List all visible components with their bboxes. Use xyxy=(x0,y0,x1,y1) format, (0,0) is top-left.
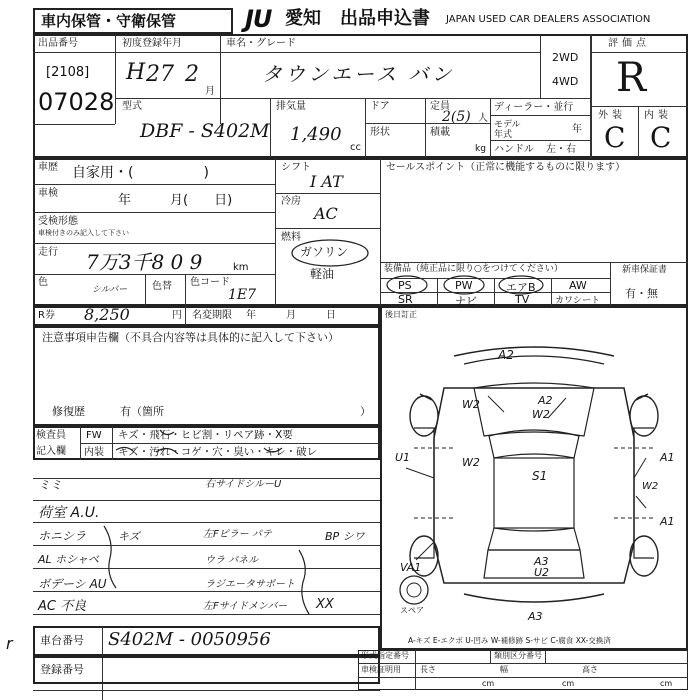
vehicle-name: タウンエース バン xyxy=(262,62,455,86)
cm-1: cm xyxy=(482,679,495,688)
equip-pw: PW xyxy=(455,279,473,292)
equip-ps: PS xyxy=(398,279,412,292)
remark-3: ホニシラ xyxy=(38,529,87,543)
remark-right-2: 左Fピラー パテ xyxy=(203,529,272,540)
remark-bracket xyxy=(100,524,130,590)
remark-right-3: ウラ パネル xyxy=(205,555,259,566)
storage-box xyxy=(33,8,233,34)
interior-label: 内装 xyxy=(644,110,672,121)
remark-right-4: ラジエータサポート xyxy=(205,579,295,590)
inspector-strikes xyxy=(112,426,380,460)
equip-tv: TV xyxy=(515,293,530,306)
lot-code: [2108] xyxy=(46,65,90,80)
acceptance-note: 車検付きのみ記入して下さい xyxy=(38,229,129,237)
brace-note: XX xyxy=(316,597,334,612)
color-code-value: 1E7 xyxy=(228,287,257,303)
mark-s1-roof: S1 xyxy=(532,469,548,483)
drive-4wd: 4WD xyxy=(552,75,579,88)
mark-u1-left: U1 xyxy=(395,451,411,464)
mark-a3-door: A3 xyxy=(534,555,549,568)
registration-era: H xyxy=(126,60,146,85)
remark-right-5: 左Fサイドメンバー xyxy=(203,601,288,612)
transfer-label: 名変期限 xyxy=(192,310,232,321)
mileage-label: 走行 xyxy=(38,247,58,258)
registration-month-unit: 月 xyxy=(205,86,215,97)
model-label: 型式 xyxy=(122,101,142,112)
warranty-label: 新車保証書 xyxy=(622,265,668,275)
capacity-unit: 人 xyxy=(478,113,488,124)
mark-w2-hood: W2 xyxy=(532,408,550,421)
color-value: シルバー xyxy=(92,285,128,295)
mark-a1-rear: A1 xyxy=(660,515,675,528)
org-name: 愛知 xyxy=(285,8,321,29)
load-unit: kg xyxy=(475,144,486,154)
displacement-value: 1,490 xyxy=(290,124,342,145)
ac-label: 冷房 xyxy=(281,196,301,207)
repair-label: 修復歴 xyxy=(52,405,85,418)
ac-value: AC xyxy=(314,204,338,223)
chassis-value: S402M - 0050956 xyxy=(108,629,271,650)
model-year-label: モデル 年式 xyxy=(494,120,521,140)
shape-label: 形状 xyxy=(370,127,390,138)
chassis-label: 車台番号 xyxy=(40,634,84,647)
fw-items: キズ・飛石・ヒビ割・リペア跡・X要 xyxy=(118,429,293,441)
inspection-value: 年 月( 日) xyxy=(118,193,233,208)
vehicle-name-label: 車名・グレード xyxy=(226,38,296,49)
sales-label: セールスポイント（正常に機能するものに限ります） xyxy=(386,162,626,173)
remark-2: 荷室 A.U. xyxy=(38,505,100,521)
transfer-value: 年 月 日 xyxy=(246,310,336,321)
class-label: 類別区分番号 xyxy=(494,651,542,660)
rating-label: 評価点 xyxy=(608,38,650,49)
equipment-circles xyxy=(380,274,610,296)
recycle-unit: 円 xyxy=(172,310,182,321)
remark-4: AL ホシャベ xyxy=(38,553,99,566)
equip-sr: SR xyxy=(398,293,413,306)
fuel-diesel: 軽油 xyxy=(310,267,335,281)
equip-aw: AW xyxy=(569,279,587,292)
repair-value: 有（箇所 xyxy=(120,405,164,418)
year-unit: 年 xyxy=(572,124,582,135)
drive-2wd: 2WD xyxy=(552,51,579,64)
remark-right-1: 右サイドシルーU xyxy=(205,479,282,490)
mark-va1-left: VA1 xyxy=(400,561,422,574)
color-code-label: 色コード xyxy=(190,277,230,288)
spare-label: スペア xyxy=(400,606,424,615)
mark-a1-right: A1 xyxy=(660,451,675,464)
inspection-label: 車検 xyxy=(38,188,58,199)
registration-month: 2 xyxy=(185,62,199,87)
acceptance-label: 受検形態 xyxy=(38,216,78,227)
diagram-legend: A-キズ E-エクボ U-凹み W-補修跡 S-サビ C-腐食 XX-交換済 xyxy=(408,636,611,645)
door-label: ドア xyxy=(370,101,390,112)
rear-correction-label: 後日訂正 xyxy=(385,310,417,319)
repair-close: ） xyxy=(360,405,371,418)
model-value: DBF - S402M xyxy=(140,120,270,142)
recycle-label: R券 xyxy=(38,310,55,321)
fuel-circle-mark xyxy=(290,236,376,268)
notes-label: 注意事項申告欄（不具合内容等は具体的に記入して下さい） xyxy=(42,331,339,344)
length-label: 長さ xyxy=(420,665,436,674)
rating-score: R xyxy=(616,55,647,101)
equip-leather: カワシート xyxy=(555,296,601,306)
mark-w2-side: W2 xyxy=(462,456,480,469)
remark-6: AC 不良 xyxy=(38,599,87,614)
certificate-label: 車検証明用 xyxy=(361,665,401,674)
recycle-value: 8,250 xyxy=(84,305,130,324)
lot-label: 出品番号 xyxy=(38,38,78,49)
equip-navi: ナビ xyxy=(455,295,477,308)
mark-w2-rear-left: W2 xyxy=(642,481,659,492)
fw-label: FW xyxy=(86,430,102,441)
mark-a2-front: A2 xyxy=(498,348,514,362)
ju-logo-text: JU xyxy=(245,5,272,33)
shift-value: I AT xyxy=(310,172,343,191)
mark-a3-rear: A3 xyxy=(528,610,543,623)
equipment-label: 装備品（純正品に限り○をつけてください） xyxy=(384,264,563,274)
capacity-label: 定員 xyxy=(430,101,450,112)
width-label: 幅 xyxy=(500,665,508,674)
warranty-value: 有・無 xyxy=(625,287,658,300)
lot-number: 07028 xyxy=(38,88,115,116)
color-change-label: 色替 xyxy=(152,281,172,292)
storage-label: 車内保管・守衛保管 xyxy=(41,12,177,30)
reg-row xyxy=(33,656,380,684)
interior-score: C xyxy=(650,121,672,154)
interior-inspect-label: 内装 xyxy=(84,447,104,458)
interior-items: キズ・汚れ・コゲ・穴・臭い・キレ・破レ xyxy=(118,446,318,458)
dealer-label: ディーラー・並行 xyxy=(494,102,574,113)
cm-3: cm xyxy=(660,679,673,688)
registration-label: 初度登録年月 xyxy=(122,38,182,49)
form-title: 出品申込書 xyxy=(340,8,430,29)
use-label: 車歴 xyxy=(38,162,58,173)
ju-logo xyxy=(245,7,271,31)
displacement-unit: cc xyxy=(350,142,361,153)
chassis-mark: r xyxy=(6,634,13,653)
mark-w2-left: W2 xyxy=(462,398,480,411)
association-name: JAPAN USED CAR DEALERS ASSOCIATION xyxy=(446,14,651,25)
inspector-label-2: 記入欄 xyxy=(36,446,66,457)
displacement-label: 排気量 xyxy=(276,101,306,112)
registration-year: 27 xyxy=(146,62,174,87)
use-value: 自家用・( ) xyxy=(72,165,209,181)
handle-value: 左・右 xyxy=(546,144,576,155)
reg-label: 登録番号 xyxy=(40,663,84,676)
capacity-value: 2(5) xyxy=(442,109,471,125)
remark-1: ミミ xyxy=(38,478,63,492)
fuel-label: 燃料 xyxy=(281,232,301,243)
cm-2: cm xyxy=(562,679,575,688)
mark-u2-door: U2 xyxy=(534,566,550,579)
shift-label: シフト xyxy=(281,162,311,173)
mark-a2-hood: A2 xyxy=(538,394,553,407)
exterior-score: C xyxy=(604,121,626,154)
mid-note-1: キズ xyxy=(118,530,140,543)
exterior-label: 外装 xyxy=(598,110,626,121)
mid-note-2: BP シワ xyxy=(325,530,365,543)
fuel-gas: ガソリン xyxy=(300,245,349,259)
form-sign-label: 形式指定番号 xyxy=(361,651,409,660)
height-label: 高さ xyxy=(582,665,598,674)
mileage-unit: km xyxy=(233,262,249,273)
equip-airbag: エアB xyxy=(506,281,536,294)
handle-label: ハンドル xyxy=(494,144,534,155)
color-label: 色 xyxy=(38,277,48,288)
remark-5: ボデーシ AU xyxy=(38,577,107,591)
right-brace xyxy=(295,548,315,618)
inspector-label-1: 検査員 xyxy=(36,430,66,441)
load-label: 積載 xyxy=(430,127,450,138)
mileage-value: 7万3千8 0 9 xyxy=(86,250,203,274)
